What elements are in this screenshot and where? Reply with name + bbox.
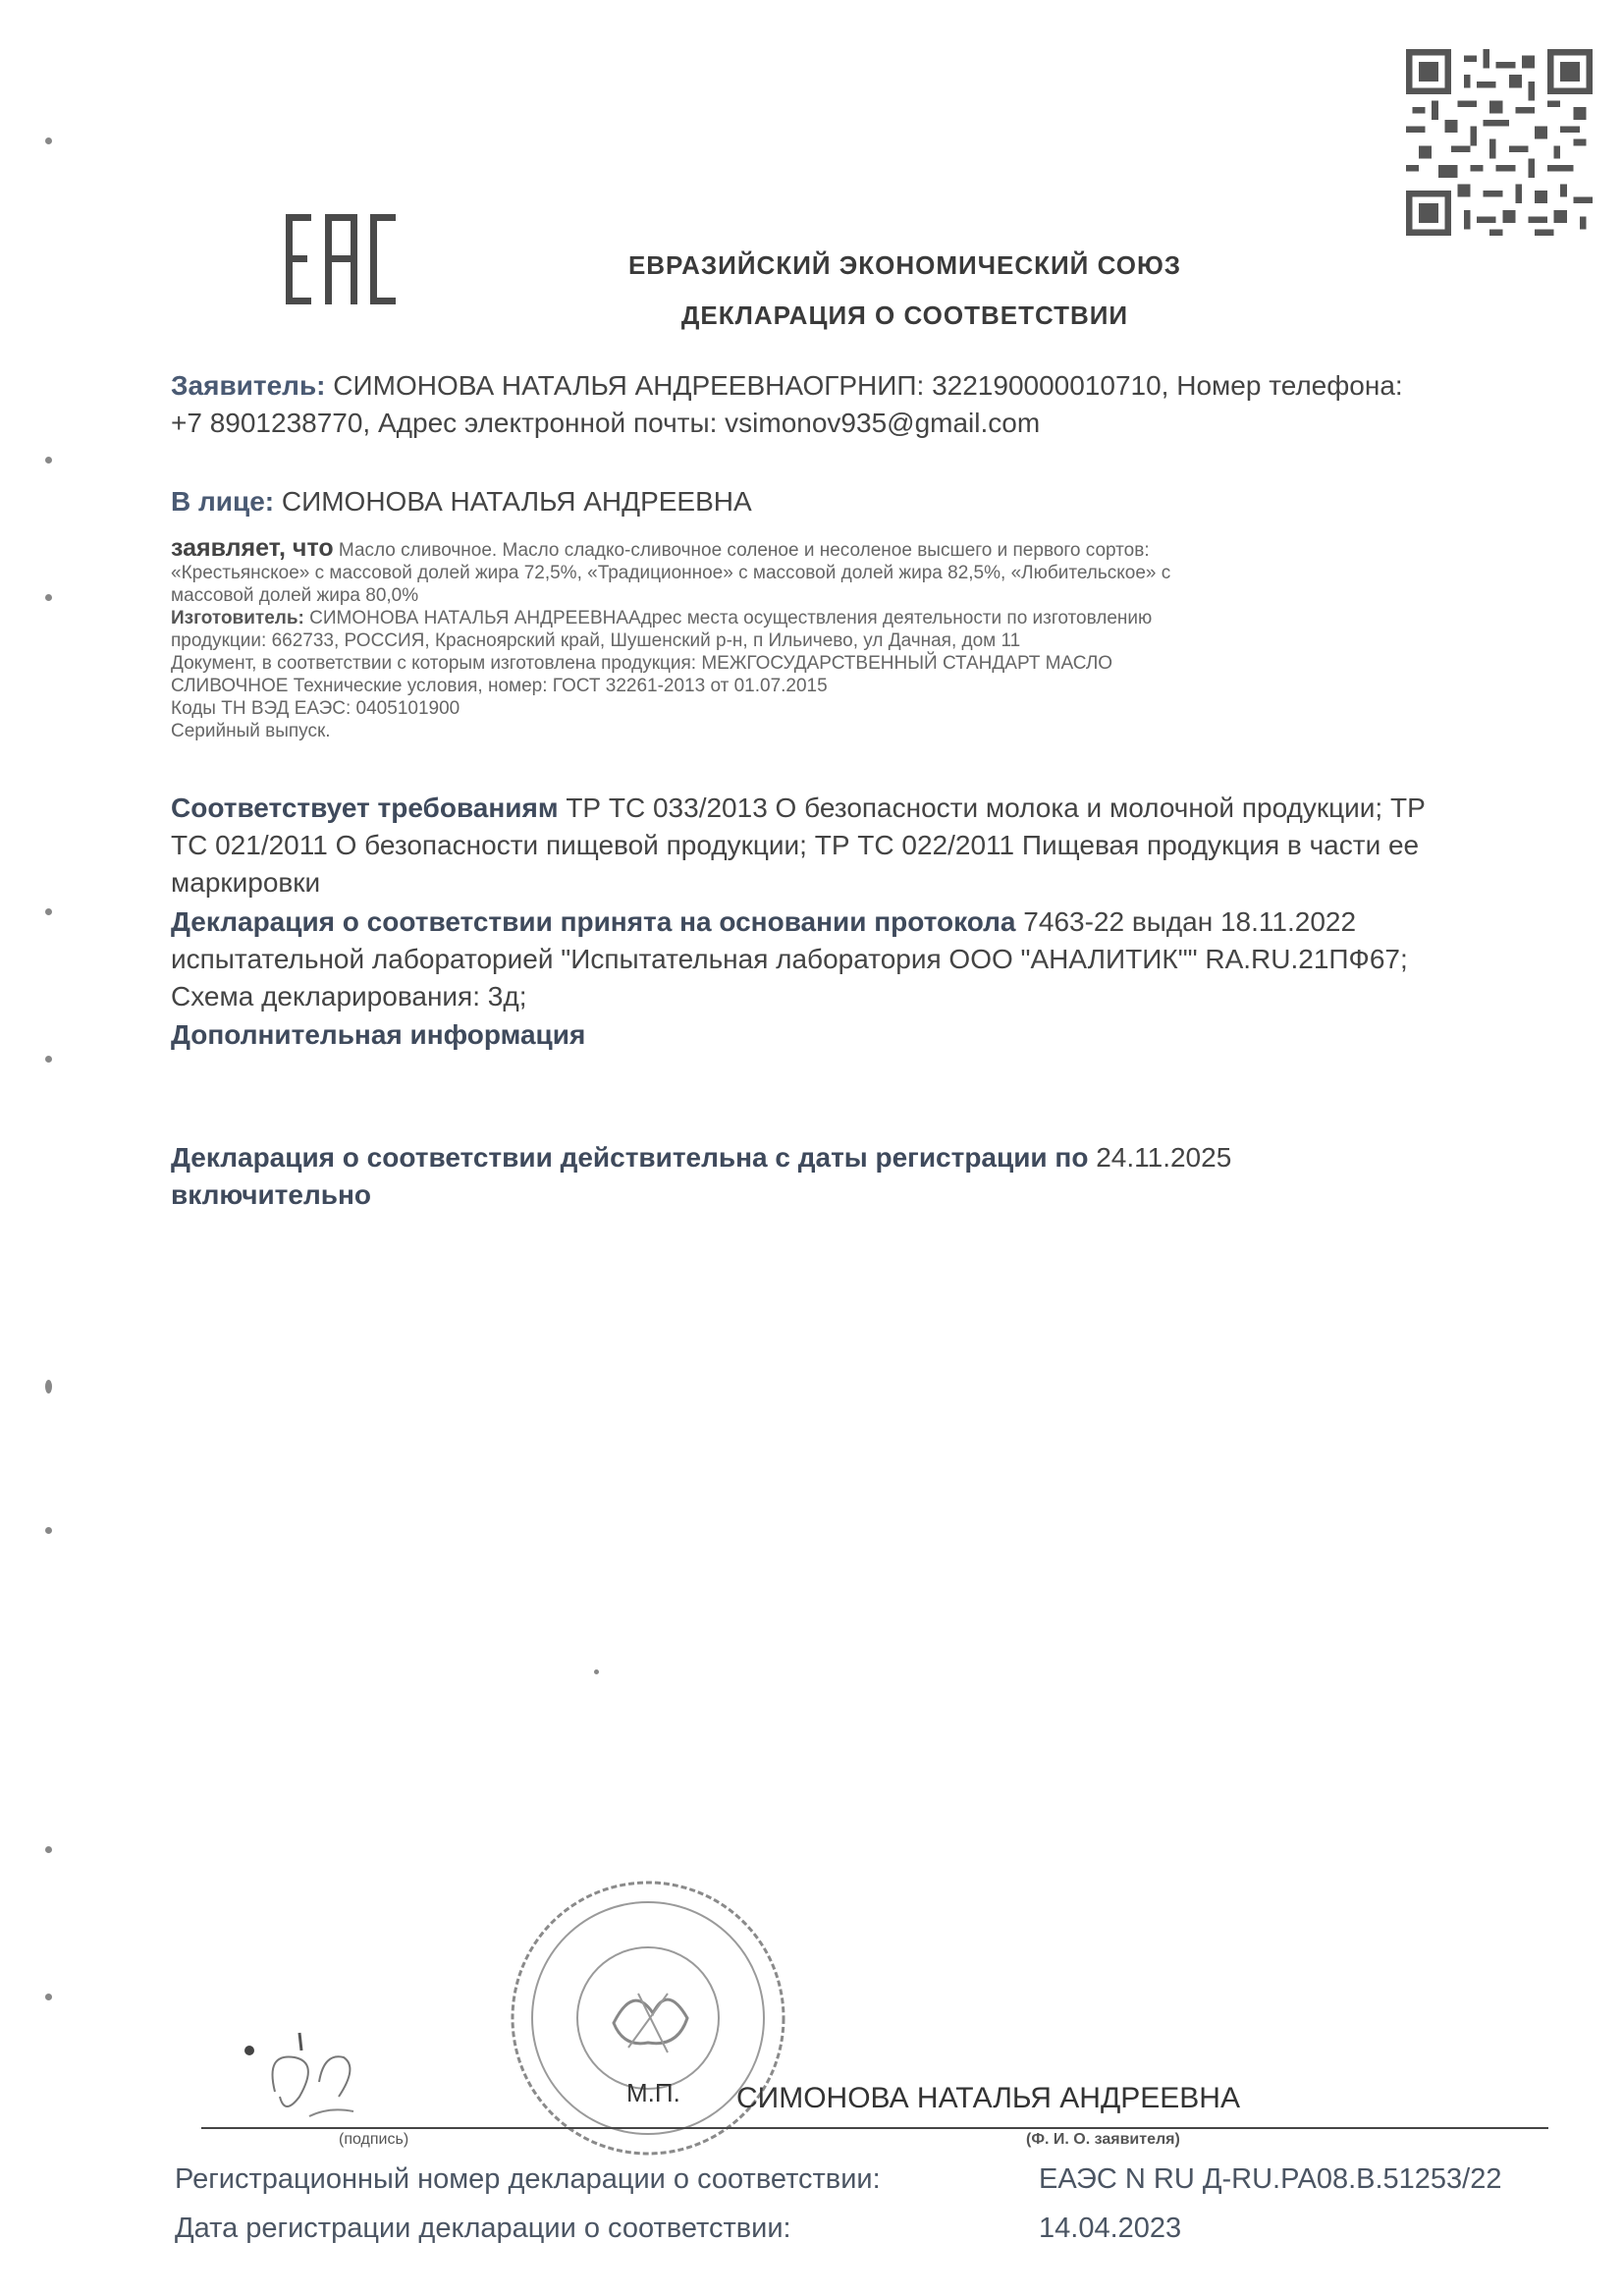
protocol-label: Декларация о соответствии принята на основании протокола: [171, 906, 1016, 937]
requirements-label: Соответствует требованиям: [171, 793, 559, 823]
reg-number-label: Регистрационный номер декларации о соответствии:: [175, 2163, 881, 2195]
additional-info-text: Дополнительная информация: [171, 1019, 586, 1050]
requirements-block: [171, 790, 1565, 902]
scan-speck: [45, 594, 52, 601]
serial-release: Серийный выпуск.: [171, 721, 331, 741]
protocol-line-1: 7463-22 выдан 18.11.2022: [1015, 906, 1357, 937]
signature-line: [201, 2127, 1548, 2129]
protocol-line-3: Схема декларирования: 3д;: [171, 981, 527, 1011]
scan-speck: [45, 1846, 52, 1853]
scan-speck: [45, 908, 52, 915]
scan-speck: [45, 137, 52, 144]
validity-block: [171, 1139, 1565, 1214]
fio-caption: (Ф. И. О. заявителя): [1026, 2131, 1180, 2148]
seal-stamp: [506, 1876, 790, 2160]
requirements-line-1: ТР ТС 033/2013 О безопасности молока и молочной продукции; ТР: [558, 793, 1426, 823]
signature-caption: (подпись): [339, 2131, 409, 2148]
reg-date-value: 14.04.2023: [1039, 2213, 1182, 2244]
requirements-line-3: маркировки: [171, 867, 321, 898]
applicant-contacts: +7 8901238770, Адрес электронной почты: vsimonov935@gmail.com: [171, 408, 1041, 438]
scan-speck: [45, 457, 52, 464]
scan-speck: [594, 1669, 599, 1674]
union-title: ЕВРАЗИЙСКИЙ ЭКОНОМИЧЕСКИЙ СОЮЗ: [627, 250, 1182, 280]
scan-speck: [45, 1056, 52, 1063]
declares-label: заявляет, что: [171, 534, 334, 562]
in-person-label: В лице:: [171, 486, 275, 517]
additional-info-label: [171, 1016, 1565, 1054]
product-line-3: массовой долей жира 80,0%: [171, 585, 419, 606]
scan-speck: [45, 1380, 52, 1394]
manufacturer-label: Изготовитель:: [171, 608, 304, 629]
applicant-value: СИМОНОВА НАТАЛЬЯ АНДРЕЕВНАОГРНИП: 322190000010710, Номер телефона:: [325, 370, 1403, 401]
applicant-label: Заявитель:: [171, 370, 326, 401]
document-line-1: Документ, в соответствии с которым изготовлена продукция: МЕЖГОСУДАРСТВЕННЫЙ СТАНДАРТ МАСЛО: [171, 653, 1113, 674]
in-person-value: СИМОНОВА НАТАЛЬЯ АНДРЕЕВНА: [274, 486, 752, 517]
manufacturer-line-2: продукции: 662733, РОССИЯ, Красноярский край, Шушенский р-н, п Ильичево, ул Дачная, дом 11: [171, 630, 1021, 651]
protocol-block: [171, 903, 1565, 1015]
in-person-block: [171, 483, 1565, 520]
scan-speck: [45, 1527, 52, 1534]
product-line-1: Масло сливочное. Масло сладко-сливочное соленое и несоленое высшего и первого сортов:: [333, 540, 1150, 561]
handwritten-signature: [236, 2023, 432, 2131]
scan-speck: [45, 1994, 52, 2000]
protocol-line-2: испытательной лабораторией "Испытательная лаборатория ООО "АНАЛИТИК"" RA.RU.21ПФ67;: [171, 944, 1408, 974]
manufacturer-line-1: СИМОНОВА НАТАЛЬЯ АНДРЕЕВНААдрес места осуществления деятельности по изготовлению: [303, 608, 1153, 629]
requirements-line-2: ТС 021/2011 О безопасности пищевой продукции; ТР ТС 022/2011 Пищевая продукция в части ее: [171, 830, 1420, 860]
declares-block: [171, 534, 1565, 742]
reg-number-value: ЕАЭС N RU Д-RU.РА08.В.51253/22: [1039, 2163, 1502, 2195]
validity-label: Декларация о соответствии действительна с даты регистрации по: [171, 1142, 1089, 1173]
qr-code: [1406, 49, 1593, 236]
applicant-block: [171, 367, 1565, 442]
signer-name: СИМОНОВА НАТАЛЬЯ АНДРЕЕВНА: [736, 2082, 1240, 2114]
declaration-title: ДЕКЛАРАЦИЯ О СООТВЕТСТВИИ: [680, 301, 1129, 330]
tnved-codes: Коды ТН ВЭД ЕАЭС: 0405101900: [171, 698, 460, 719]
stamp-place-label: М.П.: [626, 2078, 680, 2107]
validity-suffix: включительно: [171, 1179, 371, 1210]
validity-date: 24.11.2025: [1088, 1142, 1232, 1173]
reg-date-label: Дата регистрации декларации о соответствии:: [175, 2213, 791, 2244]
product-line-2: «Крестьянское» с массовой долей жира 72,5%, «Традиционное» с массовой долей жира 82,5%, «Любительское» с: [171, 563, 1171, 583]
document-line-2: СЛИВОЧНОЕ Технические условия, номер: ГОСТ 32261-2013 от 01.07.2015: [171, 676, 828, 696]
